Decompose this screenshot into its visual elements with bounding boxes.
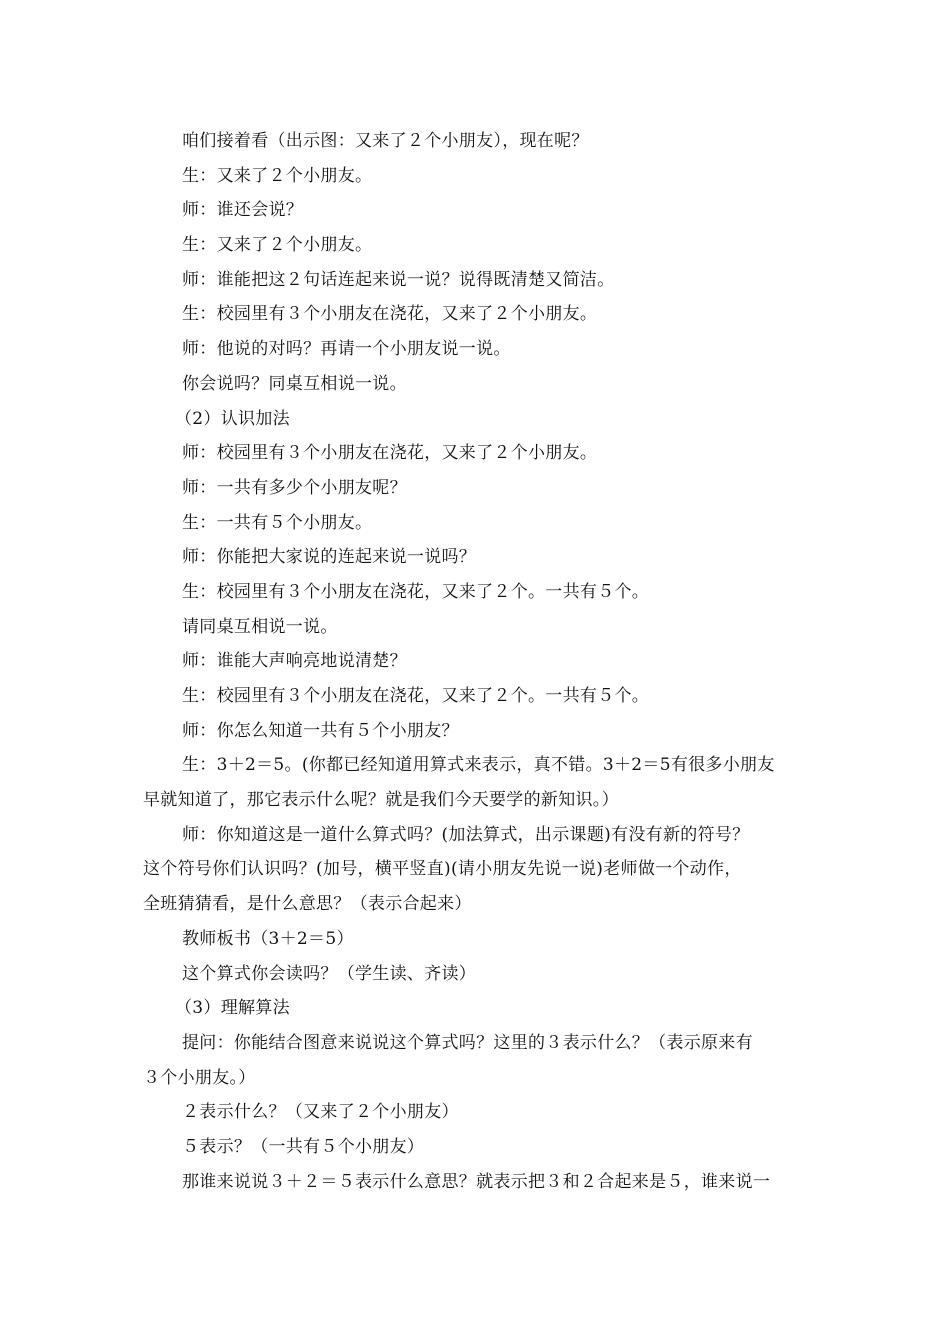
text-line: ５表示？（一共有５个小朋友）: [182, 1136, 425, 1157]
text-line: 你会说吗？同桌互相说一说。: [182, 373, 407, 394]
text-line: 师：你能把大家说的连起来说一说吗？: [182, 547, 477, 568]
text-line-continuation: 这个符号你们认识吗？(加号，横平竖直)(请小朋友先说一说)老师做一个动作，: [143, 859, 742, 880]
text-line: 师：谁能把这２句话连起来说一说？说得既清楚又简洁。: [182, 269, 615, 290]
text-line: 生：又来了２个小朋友。: [182, 165, 373, 186]
text-line-continuation: 早就知道了，那它表示什么呢？就是我们今天要学的新知识。）: [143, 790, 619, 811]
text-line: 生：一共有５个小朋友。: [182, 512, 373, 533]
section-heading: （2）认识加法: [175, 408, 290, 429]
text-line-continuation: ３个小朋友。）: [143, 1067, 256, 1088]
text-line: 教师板书（3＋2＝5）: [182, 928, 354, 949]
section-heading: （3）理解算法: [175, 998, 290, 1019]
text-line: 生：校园里有３个小朋友在浇花，又来了２个。一共有５个。: [182, 686, 650, 706]
text-line-continuation: 全班猜猜看，是什么意思？（表示合起来）: [143, 894, 472, 915]
text-line: 师：你怎么知道一共有５个小朋友？: [182, 720, 459, 741]
text-line: 师：谁能大声响亮地说清楚？: [182, 651, 407, 672]
text-line: 师：他说的对吗？再请一个小朋友说一说。: [182, 339, 511, 360]
text-line: ２表示什么？（又来了２个小朋友）: [182, 1102, 459, 1123]
text-line: 师：谁还会说？: [182, 200, 304, 221]
text-line: 请同桌互相说一说。: [182, 616, 338, 637]
text-line: 那谁来说说３＋２＝５表示什么意思？就表示把３和２合起来是５，谁来说一: [182, 1171, 771, 1192]
text-line: 生：3＋2＝5。(你都已经知道用算式来表示，真不错。3＋2＝5有很多小朋友: [182, 755, 775, 776]
text-line: 生：又来了２个小朋友。: [182, 235, 373, 256]
text-line: 生：校园里有３个小朋友在浇花，又来了２个小朋友。: [182, 304, 598, 325]
text-line: 提问：你能结合图意来说说这个算式吗？这里的３表示什么？（表示原来有: [182, 1032, 753, 1053]
document-body: [143, 124, 808, 1199]
text-line: 这个算式你会读吗？（学生读、齐读）: [182, 963, 477, 984]
text-line: 师：一共有多少个小朋友呢？: [182, 477, 407, 498]
text-line: 师：校园里有３个小朋友在浇花，又来了２个小朋友。: [182, 443, 598, 464]
text-line: 师：你知道这是一道什么算式吗？(加法算式，出示课题)有没有新的符号？: [182, 824, 750, 845]
text-line: 生：校园里有３个小朋友在浇花，又来了２个。一共有５个。: [182, 581, 650, 602]
text-line: 咱们接着看（出示图：又来了２个小朋友），现在呢？: [182, 131, 589, 151]
